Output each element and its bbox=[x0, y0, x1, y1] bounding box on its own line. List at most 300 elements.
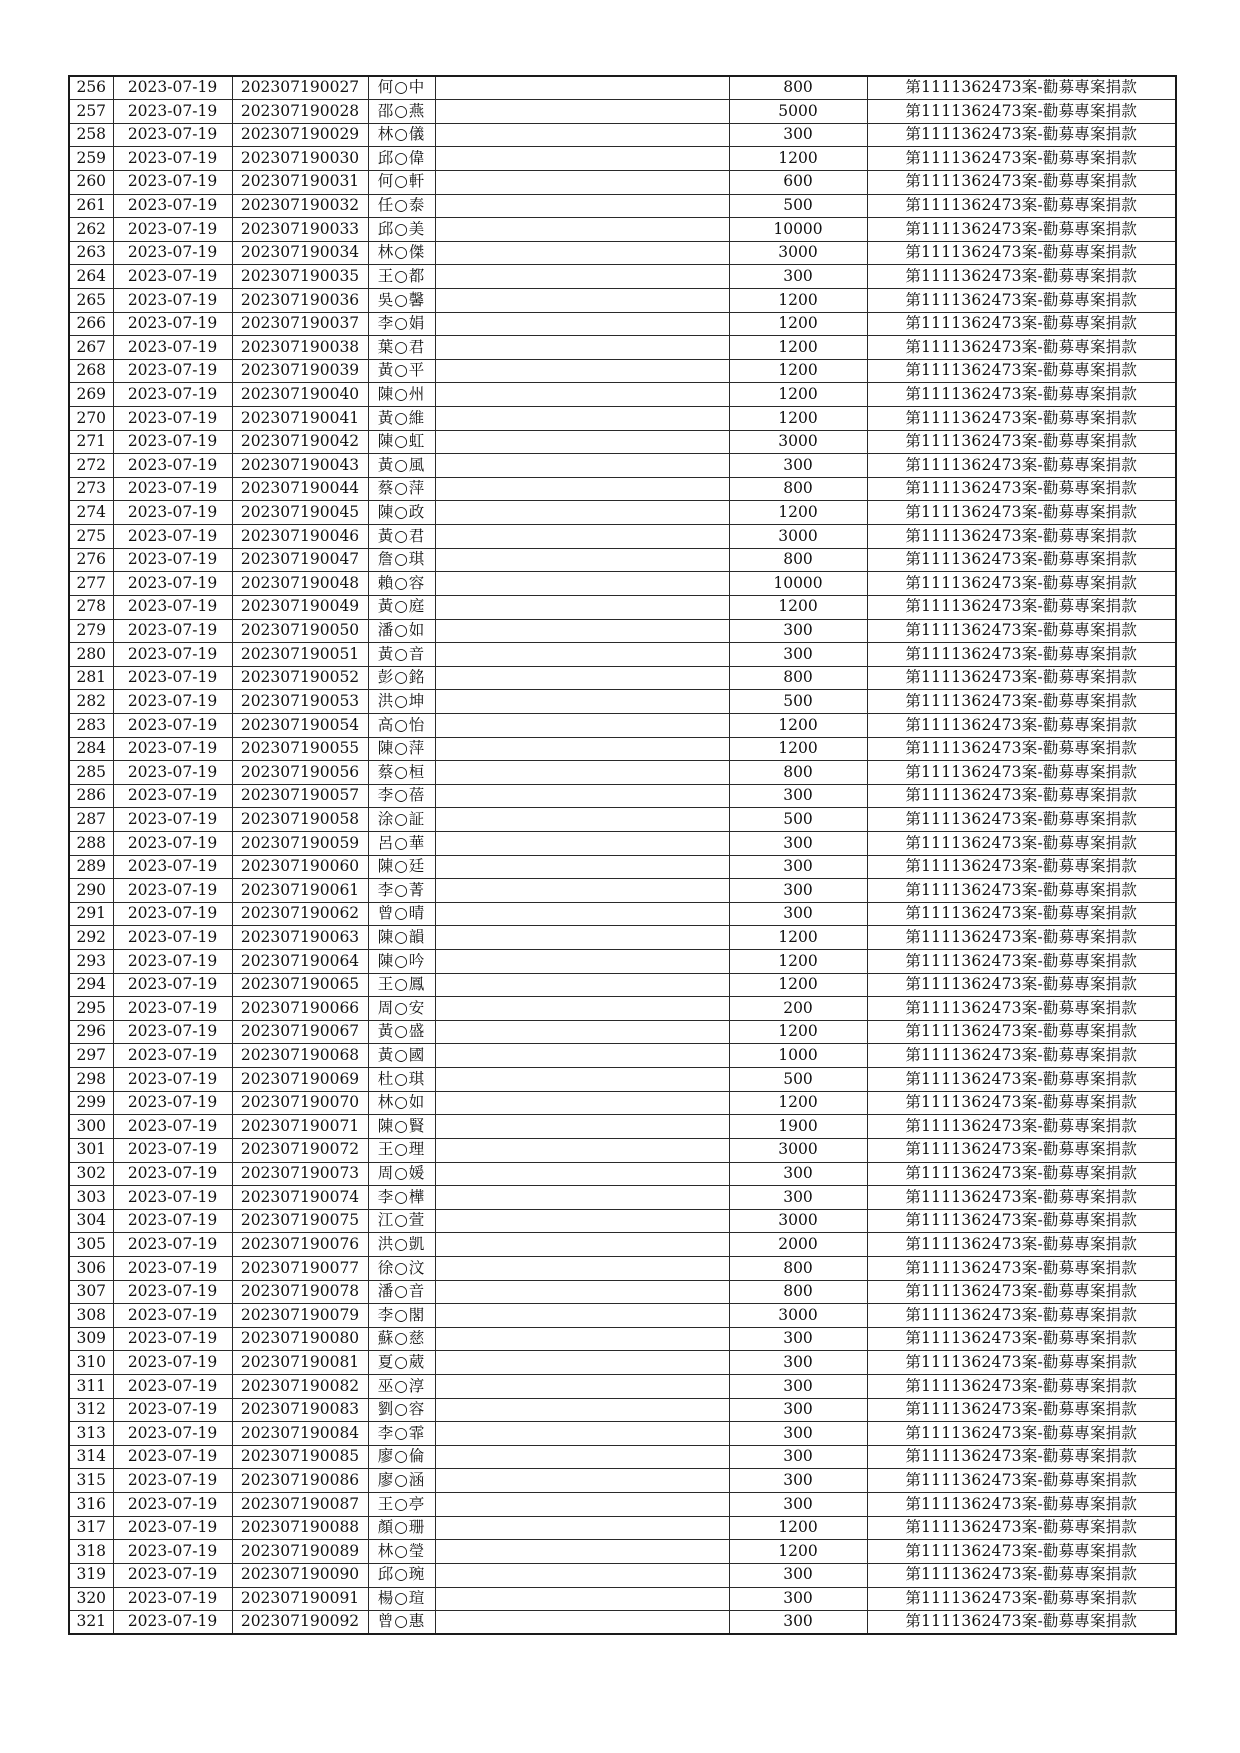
row-number: 286 bbox=[69, 784, 113, 808]
donor-name: 王○鳳 bbox=[368, 973, 435, 997]
donor-name: 邵○燕 bbox=[368, 100, 435, 124]
table-row bbox=[69, 690, 1176, 714]
donation-date: 2023-07-19 bbox=[113, 1540, 232, 1564]
blank-cell bbox=[435, 194, 729, 218]
donation-note: 第1111362473案-勸募專案捐款 bbox=[867, 1068, 1176, 1092]
donation-date: 2023-07-19 bbox=[113, 1115, 232, 1139]
donation-amount: 300 bbox=[729, 619, 867, 643]
row-number: 258 bbox=[69, 123, 113, 147]
row-number: 299 bbox=[69, 1091, 113, 1115]
donation-date: 2023-07-19 bbox=[113, 430, 232, 454]
donation-note: 第1111362473案-勸募專案捐款 bbox=[867, 288, 1176, 312]
row-number: 270 bbox=[69, 407, 113, 431]
blank-cell bbox=[435, 1469, 729, 1493]
donation-date: 2023-07-19 bbox=[113, 595, 232, 619]
donation-note: 第1111362473案-勸募專案捐款 bbox=[867, 548, 1176, 572]
receipt-number: 202307190084 bbox=[232, 1422, 368, 1446]
donation-note: 第1111362473案-勸募專案捐款 bbox=[867, 619, 1176, 643]
table-row bbox=[69, 1280, 1176, 1304]
table-row bbox=[69, 1091, 1176, 1115]
blank-cell bbox=[435, 1068, 729, 1092]
donation-note: 第1111362473案-勸募專案捐款 bbox=[867, 170, 1176, 194]
donor-name: 蘇○慈 bbox=[368, 1327, 435, 1351]
receipt-number: 202307190067 bbox=[232, 1020, 368, 1044]
donation-amount: 300 bbox=[729, 1445, 867, 1469]
donor-name: 邱○美 bbox=[368, 218, 435, 242]
donation-note: 第1111362473案-勸募專案捐款 bbox=[867, 761, 1176, 785]
donation-note: 第1111362473案-勸募專案捐款 bbox=[867, 1516, 1176, 1540]
donor-name: 呂○華 bbox=[368, 832, 435, 856]
blank-cell bbox=[435, 950, 729, 974]
donor-name: 任○泰 bbox=[368, 194, 435, 218]
donation-amount: 500 bbox=[729, 1068, 867, 1092]
donor-name: 周○安 bbox=[368, 997, 435, 1021]
row-number: 261 bbox=[69, 194, 113, 218]
blank-cell bbox=[435, 383, 729, 407]
donor-name: 黃○平 bbox=[368, 359, 435, 383]
receipt-number: 202307190070 bbox=[232, 1091, 368, 1115]
blank-cell bbox=[435, 548, 729, 572]
blank-cell bbox=[435, 1611, 729, 1635]
donation-amount: 1000 bbox=[729, 1044, 867, 1068]
row-number: 272 bbox=[69, 454, 113, 478]
row-number: 259 bbox=[69, 147, 113, 171]
donor-name: 何○中 bbox=[368, 76, 435, 100]
donation-note: 第1111362473案-勸募專案捐款 bbox=[867, 1209, 1176, 1233]
receipt-number: 202307190062 bbox=[232, 902, 368, 926]
donor-name: 曾○晴 bbox=[368, 902, 435, 926]
receipt-number: 202307190082 bbox=[232, 1375, 368, 1399]
donation-ledger-table bbox=[68, 75, 1177, 1635]
donation-date: 2023-07-19 bbox=[113, 1398, 232, 1422]
donation-date: 2023-07-19 bbox=[113, 1186, 232, 1210]
table-row bbox=[69, 879, 1176, 903]
donation-note: 第1111362473案-勸募專案捐款 bbox=[867, 1256, 1176, 1280]
donation-note: 第1111362473案-勸募專案捐款 bbox=[867, 1398, 1176, 1422]
donor-name: 李○蓓 bbox=[368, 784, 435, 808]
table-row bbox=[69, 265, 1176, 289]
row-number: 313 bbox=[69, 1422, 113, 1446]
donation-note: 第1111362473案-勸募專案捐款 bbox=[867, 194, 1176, 218]
donation-amount: 300 bbox=[729, 784, 867, 808]
row-number: 284 bbox=[69, 737, 113, 761]
donation-amount: 300 bbox=[729, 1351, 867, 1375]
row-number: 285 bbox=[69, 761, 113, 785]
donation-amount: 300 bbox=[729, 1469, 867, 1493]
donation-date: 2023-07-19 bbox=[113, 312, 232, 336]
donation-note: 第1111362473案-勸募專案捐款 bbox=[867, 147, 1176, 171]
row-number: 316 bbox=[69, 1493, 113, 1517]
blank-cell bbox=[435, 1209, 729, 1233]
receipt-number: 202307190038 bbox=[232, 336, 368, 360]
table-row bbox=[69, 832, 1176, 856]
donation-note: 第1111362473案-勸募專案捐款 bbox=[867, 123, 1176, 147]
blank-cell bbox=[435, 855, 729, 879]
row-number: 317 bbox=[69, 1516, 113, 1540]
table-row bbox=[69, 808, 1176, 832]
blank-cell bbox=[435, 808, 729, 832]
donation-note: 第1111362473案-勸募專案捐款 bbox=[867, 1138, 1176, 1162]
donation-amount: 1200 bbox=[729, 147, 867, 171]
receipt-number: 202307190088 bbox=[232, 1516, 368, 1540]
table-row bbox=[69, 359, 1176, 383]
donation-date: 2023-07-19 bbox=[113, 218, 232, 242]
donation-amount: 300 bbox=[729, 1563, 867, 1587]
row-number: 279 bbox=[69, 619, 113, 643]
table-row bbox=[69, 1493, 1176, 1517]
blank-cell bbox=[435, 359, 729, 383]
donor-name: 夏○葳 bbox=[368, 1351, 435, 1375]
donation-note: 第1111362473案-勸募專案捐款 bbox=[867, 76, 1176, 100]
table-row bbox=[69, 1138, 1176, 1162]
donation-note: 第1111362473案-勸募專案捐款 bbox=[867, 784, 1176, 808]
donation-note: 第1111362473案-勸募專案捐款 bbox=[867, 808, 1176, 832]
donation-date: 2023-07-19 bbox=[113, 1351, 232, 1375]
donation-date: 2023-07-19 bbox=[113, 100, 232, 124]
donation-note: 第1111362473案-勸募專案捐款 bbox=[867, 1375, 1176, 1399]
donor-name: 杜○琪 bbox=[368, 1068, 435, 1092]
table-row bbox=[69, 1611, 1176, 1635]
donation-date: 2023-07-19 bbox=[113, 1138, 232, 1162]
table-row bbox=[69, 1587, 1176, 1611]
blank-cell bbox=[435, 1044, 729, 1068]
receipt-number: 202307190029 bbox=[232, 123, 368, 147]
receipt-number: 202307190089 bbox=[232, 1540, 368, 1564]
donation-note: 第1111362473案-勸募專案捐款 bbox=[867, 832, 1176, 856]
donation-date: 2023-07-19 bbox=[113, 737, 232, 761]
donor-name: 李○閣 bbox=[368, 1304, 435, 1328]
donor-name: 楊○瑄 bbox=[368, 1587, 435, 1611]
blank-cell bbox=[435, 973, 729, 997]
donation-note: 第1111362473案-勸募專案捐款 bbox=[867, 879, 1176, 903]
donation-date: 2023-07-19 bbox=[113, 123, 232, 147]
row-number: 263 bbox=[69, 241, 113, 265]
table-row bbox=[69, 1209, 1176, 1233]
donor-name: 廖○涵 bbox=[368, 1469, 435, 1493]
donation-amount: 500 bbox=[729, 194, 867, 218]
row-number: 305 bbox=[69, 1233, 113, 1257]
donation-note: 第1111362473案-勸募專案捐款 bbox=[867, 643, 1176, 667]
donor-name: 彭○銘 bbox=[368, 666, 435, 690]
row-number: 306 bbox=[69, 1256, 113, 1280]
receipt-number: 202307190080 bbox=[232, 1327, 368, 1351]
donation-amount: 5000 bbox=[729, 100, 867, 124]
table-row bbox=[69, 1375, 1176, 1399]
donation-date: 2023-07-19 bbox=[113, 548, 232, 572]
donation-note: 第1111362473案-勸募專案捐款 bbox=[867, 926, 1176, 950]
donation-date: 2023-07-19 bbox=[113, 265, 232, 289]
table-row bbox=[69, 454, 1176, 478]
blank-cell bbox=[435, 147, 729, 171]
donation-date: 2023-07-19 bbox=[113, 1068, 232, 1092]
blank-cell bbox=[435, 477, 729, 501]
donation-amount: 600 bbox=[729, 170, 867, 194]
receipt-number: 202307190077 bbox=[232, 1256, 368, 1280]
row-number: 309 bbox=[69, 1327, 113, 1351]
table-row bbox=[69, 1469, 1176, 1493]
donor-name: 何○軒 bbox=[368, 170, 435, 194]
donation-date: 2023-07-19 bbox=[113, 170, 232, 194]
donation-note: 第1111362473案-勸募專案捐款 bbox=[867, 1445, 1176, 1469]
receipt-number: 202307190046 bbox=[232, 525, 368, 549]
table-row bbox=[69, 383, 1176, 407]
receipt-number: 202307190079 bbox=[232, 1304, 368, 1328]
donation-note: 第1111362473案-勸募專案捐款 bbox=[867, 1115, 1176, 1139]
row-number: 311 bbox=[69, 1375, 113, 1399]
donation-amount: 500 bbox=[729, 808, 867, 832]
donation-amount: 300 bbox=[729, 1398, 867, 1422]
ledger-body bbox=[69, 76, 1176, 1634]
donor-name: 曾○惠 bbox=[368, 1611, 435, 1635]
table-row bbox=[69, 1445, 1176, 1469]
blank-cell bbox=[435, 784, 729, 808]
table-row bbox=[69, 430, 1176, 454]
receipt-number: 202307190052 bbox=[232, 666, 368, 690]
donation-amount: 3000 bbox=[729, 525, 867, 549]
receipt-number: 202307190072 bbox=[232, 1138, 368, 1162]
donation-note: 第1111362473案-勸募專案捐款 bbox=[867, 737, 1176, 761]
donor-name: 陳○賢 bbox=[368, 1115, 435, 1139]
row-number: 294 bbox=[69, 973, 113, 997]
table-row bbox=[69, 1540, 1176, 1564]
donation-date: 2023-07-19 bbox=[113, 1375, 232, 1399]
blank-cell bbox=[435, 1091, 729, 1115]
donation-date: 2023-07-19 bbox=[113, 1587, 232, 1611]
donor-name: 潘○如 bbox=[368, 619, 435, 643]
row-number: 289 bbox=[69, 855, 113, 879]
receipt-number: 202307190076 bbox=[232, 1233, 368, 1257]
donor-name: 巫○淳 bbox=[368, 1375, 435, 1399]
donor-name: 李○菁 bbox=[368, 879, 435, 903]
donation-amount: 1200 bbox=[729, 336, 867, 360]
receipt-number: 202307190055 bbox=[232, 737, 368, 761]
table-row bbox=[69, 973, 1176, 997]
donation-date: 2023-07-19 bbox=[113, 1516, 232, 1540]
donation-note: 第1111362473案-勸募專案捐款 bbox=[867, 1280, 1176, 1304]
blank-cell bbox=[435, 501, 729, 525]
receipt-number: 202307190027 bbox=[232, 76, 368, 100]
donation-note: 第1111362473案-勸募專案捐款 bbox=[867, 1162, 1176, 1186]
receipt-number: 202307190075 bbox=[232, 1209, 368, 1233]
receipt-number: 202307190053 bbox=[232, 690, 368, 714]
table-row bbox=[69, 1115, 1176, 1139]
row-number: 278 bbox=[69, 595, 113, 619]
donation-date: 2023-07-19 bbox=[113, 1563, 232, 1587]
receipt-number: 202307190078 bbox=[232, 1280, 368, 1304]
row-number: 293 bbox=[69, 950, 113, 974]
donation-note: 第1111362473案-勸募專案捐款 bbox=[867, 100, 1176, 124]
donation-date: 2023-07-19 bbox=[113, 997, 232, 1021]
donation-date: 2023-07-19 bbox=[113, 1304, 232, 1328]
donation-date: 2023-07-19 bbox=[113, 808, 232, 832]
donation-date: 2023-07-19 bbox=[113, 1469, 232, 1493]
row-number: 312 bbox=[69, 1398, 113, 1422]
donation-note: 第1111362473案-勸募專案捐款 bbox=[867, 1493, 1176, 1517]
donation-note: 第1111362473案-勸募專案捐款 bbox=[867, 1091, 1176, 1115]
donation-amount: 300 bbox=[729, 855, 867, 879]
donation-date: 2023-07-19 bbox=[113, 1256, 232, 1280]
row-number: 265 bbox=[69, 288, 113, 312]
table-row bbox=[69, 666, 1176, 690]
row-number: 275 bbox=[69, 525, 113, 549]
donation-note: 第1111362473案-勸募專案捐款 bbox=[867, 218, 1176, 242]
table-row bbox=[69, 1233, 1176, 1257]
receipt-number: 202307190085 bbox=[232, 1445, 368, 1469]
receipt-number: 202307190043 bbox=[232, 454, 368, 478]
row-number: 277 bbox=[69, 572, 113, 596]
table-row bbox=[69, 123, 1176, 147]
donation-amount: 3000 bbox=[729, 430, 867, 454]
donation-note: 第1111362473案-勸募專案捐款 bbox=[867, 1044, 1176, 1068]
donation-note: 第1111362473案-勸募專案捐款 bbox=[867, 336, 1176, 360]
donor-name: 蔡○桓 bbox=[368, 761, 435, 785]
donation-date: 2023-07-19 bbox=[113, 761, 232, 785]
blank-cell bbox=[435, 100, 729, 124]
receipt-number: 202307190060 bbox=[232, 855, 368, 879]
donation-date: 2023-07-19 bbox=[113, 666, 232, 690]
donation-date: 2023-07-19 bbox=[113, 784, 232, 808]
donation-note: 第1111362473案-勸募專案捐款 bbox=[867, 359, 1176, 383]
donation-note: 第1111362473案-勸募專案捐款 bbox=[867, 430, 1176, 454]
table-row bbox=[69, 761, 1176, 785]
donor-name: 葉○君 bbox=[368, 336, 435, 360]
table-row bbox=[69, 1162, 1176, 1186]
donor-name: 黃○音 bbox=[368, 643, 435, 667]
donation-amount: 10000 bbox=[729, 572, 867, 596]
blank-cell bbox=[435, 1516, 729, 1540]
table-row bbox=[69, 336, 1176, 360]
donation-amount: 300 bbox=[729, 1493, 867, 1517]
row-number: 256 bbox=[69, 76, 113, 100]
row-number: 276 bbox=[69, 548, 113, 572]
donation-amount: 800 bbox=[729, 1256, 867, 1280]
table-row bbox=[69, 784, 1176, 808]
blank-cell bbox=[435, 525, 729, 549]
donation-date: 2023-07-19 bbox=[113, 572, 232, 596]
donation-date: 2023-07-19 bbox=[113, 454, 232, 478]
row-number: 315 bbox=[69, 1469, 113, 1493]
blank-cell bbox=[435, 1256, 729, 1280]
blank-cell bbox=[435, 1186, 729, 1210]
donation-amount: 1200 bbox=[729, 1540, 867, 1564]
receipt-number: 202307190042 bbox=[232, 430, 368, 454]
receipt-number: 202307190047 bbox=[232, 548, 368, 572]
donation-amount: 800 bbox=[729, 477, 867, 501]
table-row bbox=[69, 619, 1176, 643]
receipt-number: 202307190035 bbox=[232, 265, 368, 289]
donation-date: 2023-07-19 bbox=[113, 643, 232, 667]
donation-amount: 300 bbox=[729, 1422, 867, 1446]
donation-note: 第1111362473案-勸募專案捐款 bbox=[867, 501, 1176, 525]
donation-amount: 800 bbox=[729, 76, 867, 100]
blank-cell bbox=[435, 1020, 729, 1044]
table-row bbox=[69, 170, 1176, 194]
donation-amount: 1200 bbox=[729, 1091, 867, 1115]
table-row bbox=[69, 288, 1176, 312]
donation-note: 第1111362473案-勸募專案捐款 bbox=[867, 265, 1176, 289]
donation-date: 2023-07-19 bbox=[113, 1044, 232, 1068]
donation-note: 第1111362473案-勸募專案捐款 bbox=[867, 1351, 1176, 1375]
row-number: 257 bbox=[69, 100, 113, 124]
donation-amount: 3000 bbox=[729, 241, 867, 265]
receipt-number: 202307190086 bbox=[232, 1469, 368, 1493]
row-number: 308 bbox=[69, 1304, 113, 1328]
row-number: 282 bbox=[69, 690, 113, 714]
table-row bbox=[69, 1068, 1176, 1092]
donation-note: 第1111362473案-勸募專案捐款 bbox=[867, 950, 1176, 974]
donation-amount: 1200 bbox=[729, 288, 867, 312]
receipt-number: 202307190031 bbox=[232, 170, 368, 194]
donation-note: 第1111362473案-勸募專案捐款 bbox=[867, 713, 1176, 737]
donation-amount: 3000 bbox=[729, 1209, 867, 1233]
blank-cell bbox=[435, 1351, 729, 1375]
blank-cell bbox=[435, 595, 729, 619]
receipt-number: 202307190041 bbox=[232, 407, 368, 431]
donation-note: 第1111362473案-勸募專案捐款 bbox=[867, 973, 1176, 997]
receipt-number: 202307190051 bbox=[232, 643, 368, 667]
donor-name: 陳○州 bbox=[368, 383, 435, 407]
blank-cell bbox=[435, 1493, 729, 1517]
table-row bbox=[69, 1516, 1176, 1540]
row-number: 291 bbox=[69, 902, 113, 926]
blank-cell bbox=[435, 1422, 729, 1446]
receipt-number: 202307190069 bbox=[232, 1068, 368, 1092]
donation-note: 第1111362473案-勸募專案捐款 bbox=[867, 1233, 1176, 1257]
donor-name: 林○傑 bbox=[368, 241, 435, 265]
donation-amount: 300 bbox=[729, 902, 867, 926]
table-row bbox=[69, 902, 1176, 926]
row-number: 301 bbox=[69, 1138, 113, 1162]
receipt-number: 202307190033 bbox=[232, 218, 368, 242]
donation-amount: 2000 bbox=[729, 1233, 867, 1257]
table-row bbox=[69, 926, 1176, 950]
donation-amount: 1200 bbox=[729, 595, 867, 619]
donation-note: 第1111362473案-勸募專案捐款 bbox=[867, 1020, 1176, 1044]
receipt-number: 202307190045 bbox=[232, 501, 368, 525]
donor-name: 陳○廷 bbox=[368, 855, 435, 879]
donation-amount: 300 bbox=[729, 832, 867, 856]
donation-note: 第1111362473案-勸募專案捐款 bbox=[867, 312, 1176, 336]
donor-name: 洪○凱 bbox=[368, 1233, 435, 1257]
table-row bbox=[69, 1020, 1176, 1044]
table-row bbox=[69, 595, 1176, 619]
donation-note: 第1111362473案-勸募專案捐款 bbox=[867, 241, 1176, 265]
receipt-number: 202307190073 bbox=[232, 1162, 368, 1186]
donation-note: 第1111362473案-勸募專案捐款 bbox=[867, 477, 1176, 501]
row-number: 292 bbox=[69, 926, 113, 950]
donation-note: 第1111362473案-勸募專案捐款 bbox=[867, 572, 1176, 596]
row-number: 271 bbox=[69, 430, 113, 454]
donor-name: 江○萱 bbox=[368, 1209, 435, 1233]
row-number: 268 bbox=[69, 359, 113, 383]
row-number: 304 bbox=[69, 1209, 113, 1233]
donation-date: 2023-07-19 bbox=[113, 288, 232, 312]
donation-amount: 300 bbox=[729, 123, 867, 147]
donation-date: 2023-07-19 bbox=[113, 1091, 232, 1115]
donation-amount: 800 bbox=[729, 1280, 867, 1304]
donation-note: 第1111362473案-勸募專案捐款 bbox=[867, 454, 1176, 478]
donor-name: 廖○倫 bbox=[368, 1445, 435, 1469]
table-row bbox=[69, 1563, 1176, 1587]
donation-amount: 200 bbox=[729, 997, 867, 1021]
receipt-number: 202307190063 bbox=[232, 926, 368, 950]
donation-amount: 300 bbox=[729, 1186, 867, 1210]
blank-cell bbox=[435, 454, 729, 478]
donation-amount: 1200 bbox=[729, 407, 867, 431]
table-row bbox=[69, 477, 1176, 501]
donation-amount: 800 bbox=[729, 761, 867, 785]
receipt-number: 202307190032 bbox=[232, 194, 368, 218]
